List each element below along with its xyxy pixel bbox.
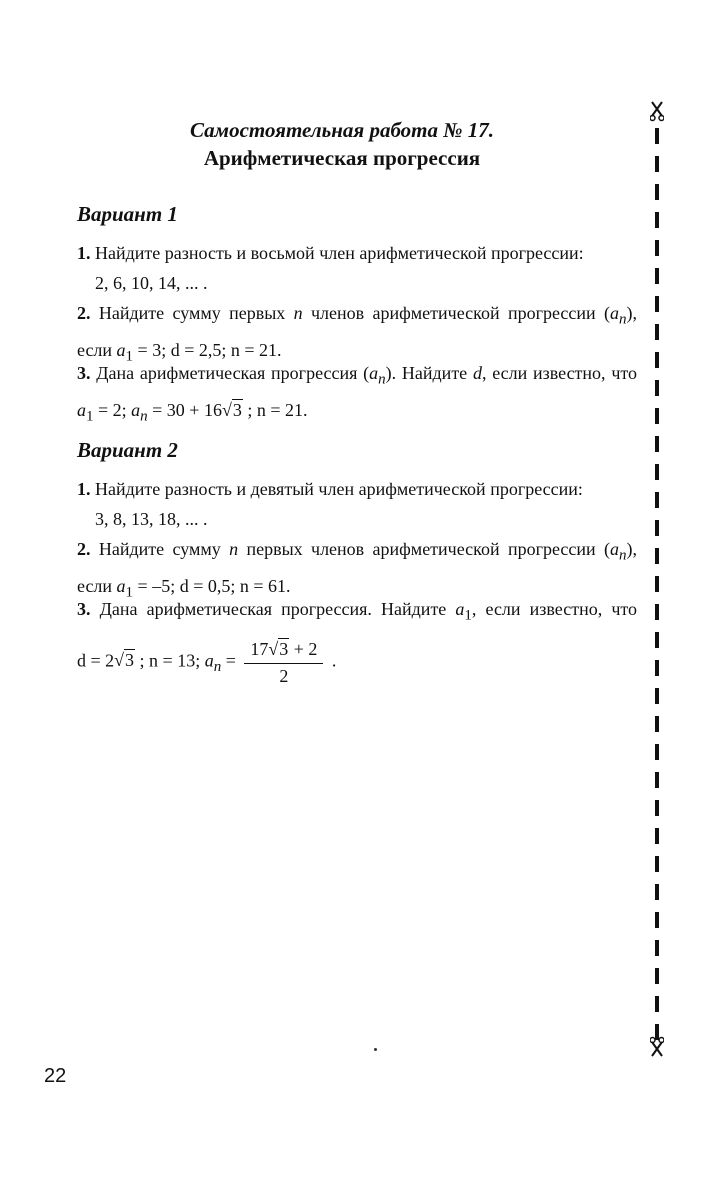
task-condition: =: [221, 650, 241, 671]
subscript-n: n: [619, 547, 627, 564]
cut-dash: [655, 884, 659, 900]
subscript-n: n: [140, 408, 148, 425]
fraction-numerator: [244, 637, 323, 664]
task-condition: ; n = 13;: [135, 650, 205, 671]
variant-1-heading: Вариант 1: [77, 202, 178, 226]
cut-dash: [655, 828, 659, 844]
task-text: Найдите разность и восьмой член арифметической прогрессии:: [95, 243, 584, 263]
task-text: Найдите сумму первых: [98, 303, 294, 323]
var-n: n: [293, 303, 303, 323]
cut-dash: [655, 912, 659, 928]
sqrt-symbol: √3: [268, 638, 289, 659]
radicand: 3: [279, 638, 289, 659]
cut-dash: [655, 436, 659, 452]
task-text: , если известно, что: [481, 363, 637, 383]
fraction: [244, 637, 323, 688]
cut-dash: [655, 240, 659, 256]
task-sequence: 2, 6, 10, 14, ... .: [95, 273, 208, 293]
var-a: a: [369, 363, 379, 383]
task-condition: d = 2: [77, 650, 115, 671]
variant-2-task-3: [77, 594, 637, 688]
cut-dash: [655, 548, 659, 564]
task-text: , если известно, что: [471, 599, 637, 619]
cut-dash: [655, 520, 659, 536]
task-text: Дана арифметическая прогрессия (: [96, 363, 370, 383]
cut-dash: [655, 296, 659, 312]
task-condition: .: [327, 650, 337, 671]
cut-dash: [655, 968, 659, 984]
variant-2-task-1: [77, 474, 637, 534]
var-a: a: [610, 303, 619, 323]
var-a: a: [131, 399, 141, 420]
var-a: a: [77, 399, 86, 420]
var-a: a: [116, 575, 126, 596]
variant-2-heading: Вариант 2: [77, 438, 178, 462]
scissors-icon: [650, 1036, 664, 1058]
cut-dash: [655, 352, 659, 368]
cut-dash: [655, 716, 659, 732]
variant-1-task-1: [77, 238, 637, 298]
task-text: Дана арифметическая прогрессия. Найдите: [99, 599, 456, 619]
cut-dash: [655, 324, 659, 340]
task-condition: = 3; d = 2,5; n = 21.: [133, 339, 282, 360]
numerator-coefficient: 17: [250, 638, 269, 659]
var-a: a: [610, 539, 619, 559]
task-text: первых членов арифметической прогрессии (: [238, 539, 610, 559]
task-sequence: 3, 8, 13, 18, ... .: [95, 509, 208, 529]
radicand: 3: [125, 650, 135, 671]
print-speck: [374, 1048, 377, 1051]
task-text: ), если: [77, 539, 637, 596]
cut-dash: [655, 996, 659, 1012]
cut-dash: [655, 632, 659, 648]
subscript-1: 1: [464, 607, 472, 624]
task-condition: ; n = 21.: [242, 399, 308, 420]
subscript-n: n: [619, 311, 627, 328]
task-condition: = –5; d = 0,5; n = 61.: [133, 575, 291, 596]
cut-dash: [655, 128, 659, 144]
task-condition: = 30 + 16: [147, 399, 222, 420]
worksheet-subtitle: Арифметическая прогрессия: [203, 146, 481, 170]
cut-dash: [655, 744, 659, 760]
cut-dash: [655, 268, 659, 284]
subscript-1: 1: [86, 408, 94, 425]
task-text: членов арифметической прогрессии (: [302, 303, 610, 323]
var-a: a: [204, 650, 214, 671]
cut-dash: [655, 800, 659, 816]
task-text: Найдите сумму: [98, 539, 230, 559]
subscript-n: n: [213, 658, 222, 675]
sqrt-symbol: √3: [221, 399, 242, 420]
cut-dash: [655, 772, 659, 788]
subscript-1: 1: [125, 348, 134, 365]
cut-dash: [655, 408, 659, 424]
cut-dash: [655, 464, 659, 480]
variant-1-task-3: [77, 358, 637, 431]
var-n: n: [229, 539, 239, 559]
scissors-icon: [650, 100, 664, 122]
cut-dash: [655, 156, 659, 172]
var-a: a: [116, 339, 126, 360]
sqrt-symbol: √3: [114, 650, 135, 671]
subscript-1: 1: [125, 584, 134, 601]
task-number: 1.: [77, 479, 91, 499]
radicand: 3: [232, 399, 242, 420]
task-number: 2.: [77, 303, 91, 323]
cut-dash: [655, 688, 659, 704]
task-condition: = 2;: [93, 399, 132, 420]
worksheet-title: Самостоятельная работа № 17.: [190, 118, 494, 142]
task-text: ), если: [77, 303, 637, 360]
cut-dash: [655, 212, 659, 228]
cut-dash: [655, 940, 659, 956]
subscript-n: n: [378, 371, 386, 388]
cut-dash: [655, 660, 659, 676]
cut-dash: [655, 576, 659, 592]
cut-line: [650, 100, 664, 1060]
cut-dash: [655, 380, 659, 396]
task-number: 3.: [77, 599, 91, 619]
cut-dash: [655, 184, 659, 200]
var-a: a: [455, 599, 465, 619]
task-text: Найдите разность и девятый член арифметической прогрессии:: [95, 479, 583, 499]
task-number: 3.: [77, 363, 91, 383]
cut-dash: [655, 604, 659, 620]
task-number: 2.: [77, 539, 91, 559]
cut-dash: [655, 856, 659, 872]
task-text: ). Найдите: [385, 363, 473, 383]
numerator-addend: + 2: [289, 638, 318, 659]
cut-dash: [655, 492, 659, 508]
var-d: d: [472, 363, 482, 383]
page-number: 22: [44, 1065, 67, 1087]
task-number: 1.: [77, 243, 91, 263]
fraction-denominator: 2: [279, 665, 289, 686]
